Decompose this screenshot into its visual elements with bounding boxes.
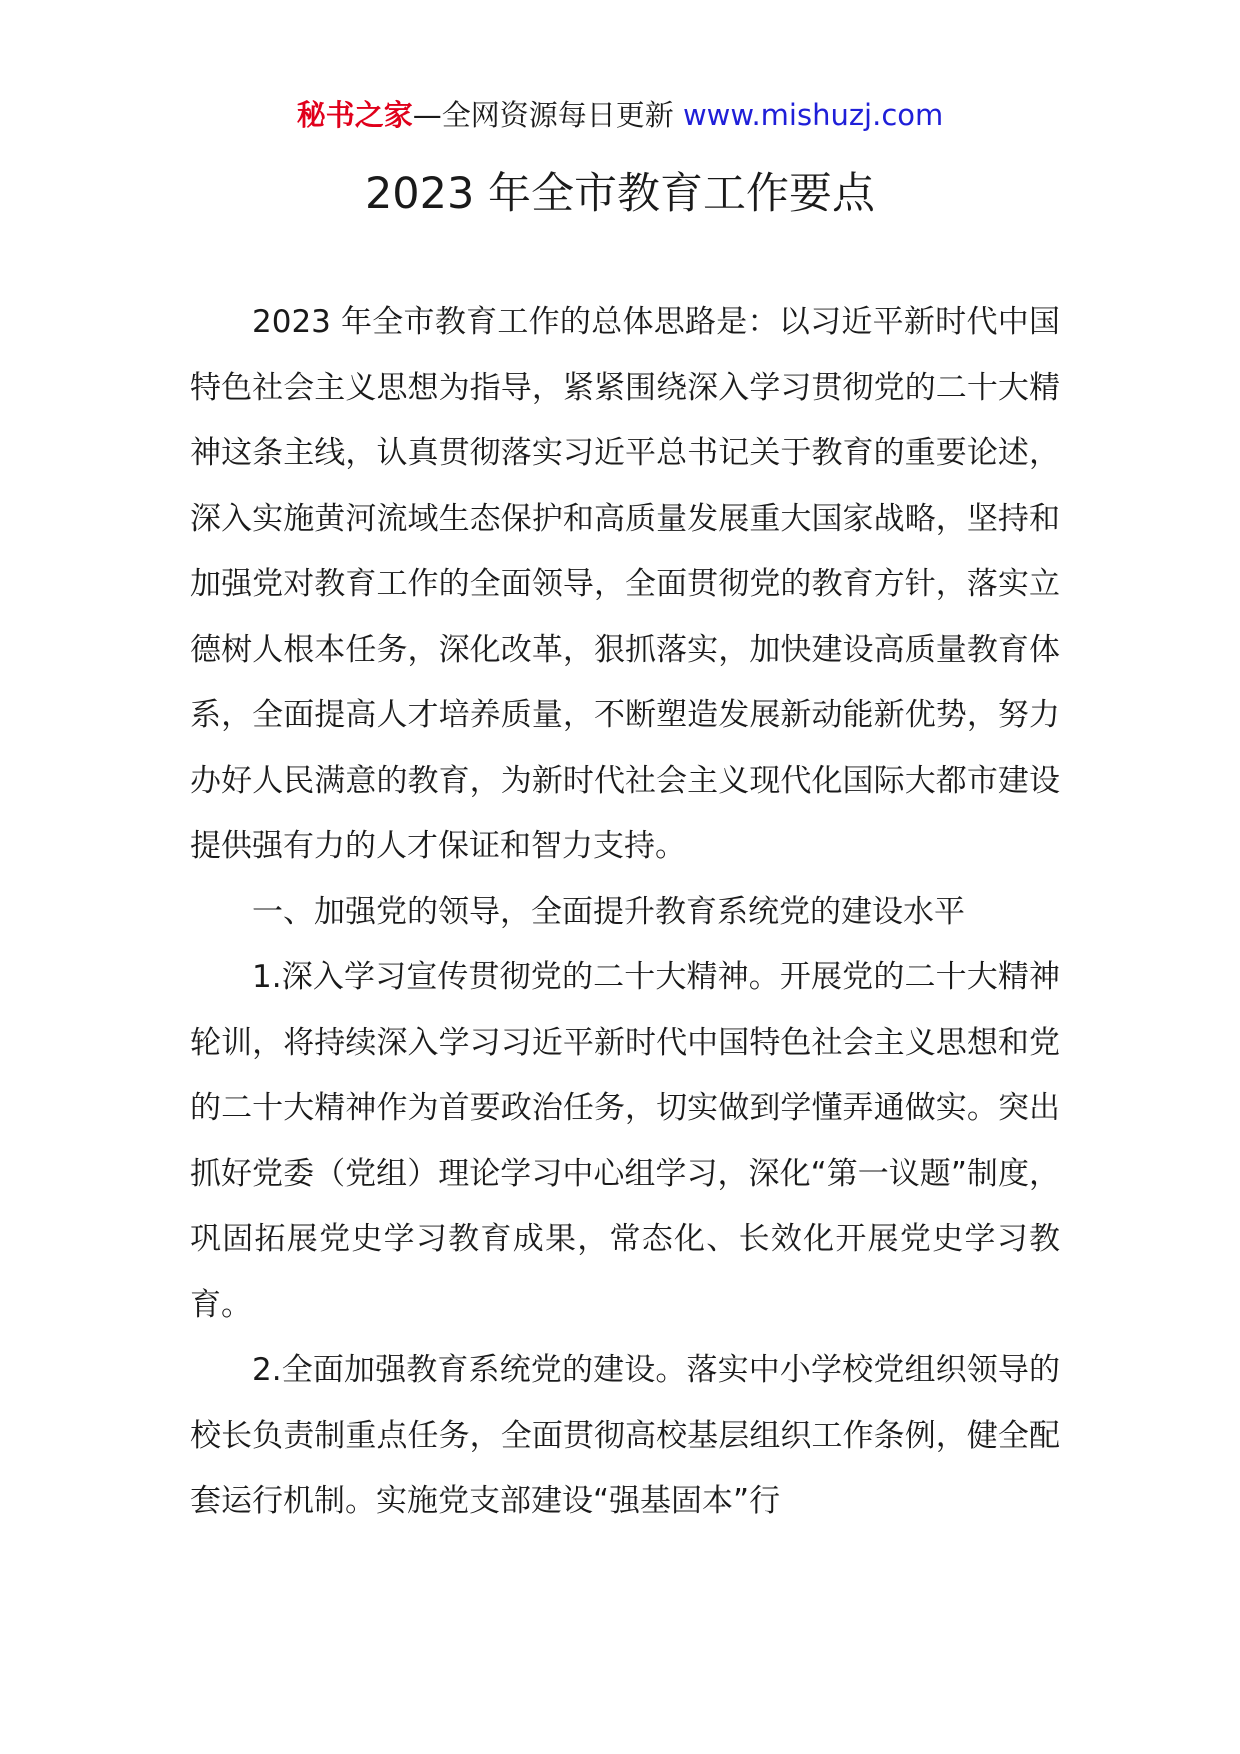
site-url-link[interactable]: www.mishuzj.com: [682, 98, 944, 132]
intro-paragraph: 2023 年全市教育工作的总体思路是：以习近平新时代中国特色社会主义思想为指导，紧紧围绕深入学习贯彻党的二十大精神这条主线，认真贯彻落实习近平总书记关于教育的重要论述，深入实施黄河流域生态保护和高质量发展重大国家战略，坚持和加强党对教育工作的全面领导，全面贯彻党的教育方针，落实立德树人根本任务，深化改革，狠抓落实，加快建设高质量教育体系，全面提高人才培养质量，不断塑造发展新动能新优势，努力办好人民满意的教育，为新时代社会主义现代化国际大都市建设提供强有力的人才保证和智力支持。: [190, 304, 1060, 864]
site-watermark-header: [0, 95, 1240, 135]
page-title: 2023 年全市教育工作要点: [364, 169, 876, 219]
document-body: [190, 290, 1060, 1535]
section-1-item-2: 2.全面加强教育系统党的建设。落实中小学校党组织领导的校长负责制重点任务，全面贯彻高校基层组织工作条例，健全配套运行机制。实施党支部建设“强基固本”行: [190, 1352, 1060, 1519]
header-tagline: —全网资源每日更新: [412, 98, 674, 132]
brand-name: 秘书之家: [296, 98, 413, 132]
section-heading-1: 一、加强党的领导，全面提升教育系统党的建设水平: [252, 893, 965, 930]
section-1-item-1: 1.深入学习宣传贯彻党的二十大精神。开展党的二十大精神轮训，将持续深入学习习近平新时代中国特色社会主义思想和党的二十大精神作为首要政治任务，切实做到学懂弄通做实。突出抓好党委（党组）理论学习中心组学习，深化“第一议题”制度，巩固拓展党史学习教育成果，常态化、长效化开展党史学习教育。: [190, 959, 1060, 1323]
